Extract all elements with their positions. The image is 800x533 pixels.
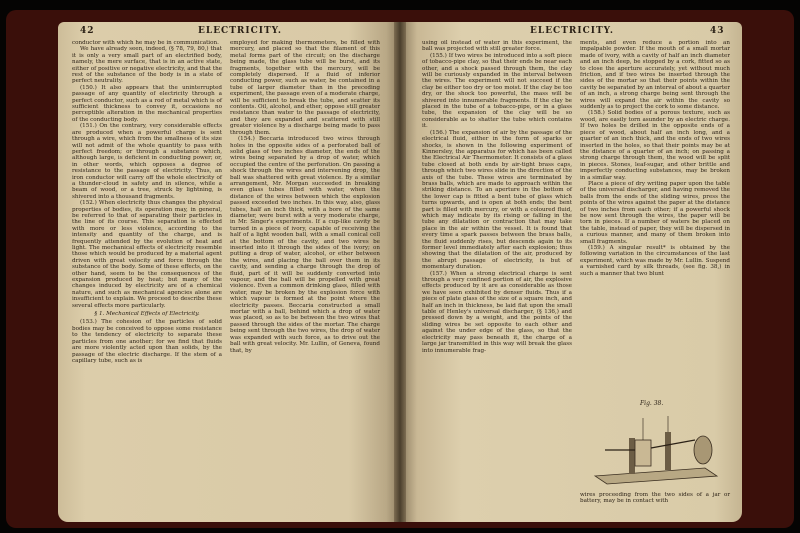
figure-caption: Fig. 38. (640, 400, 664, 407)
paragraph: ments, and even reduce a portion into an impalpable powder. If the mouth of a small mortar made of ivory, with a cavity of half an inch diameter and an inch deep, be stopped by a cork, fitted so as to close the aperture accurately, yet without much friction, and if two wires be inserted through the sides of the mortar so that their points within the cavity be separated by an interval of about a quarter of an inch, a strong charge being sent through the wires will expand the air within the cavity so suddenly as to project the cork to some distance. (580, 40, 730, 111)
paragraph: (151.) On the contrary, very considerable effects are produced when a powerful charge is sent through a wire, which from the smallness of its size will not admit of the whole quantity to pass with perfect freedom; or through a substance which, although large, is deficient in conducting power; or, in other words, which opposes a degree of resistance to the passage of electricity. Thus, an iron conductor will carry off the whole electricity of a thunder-cloud in safety and in silence, while a beam of wood, or a tree, struck by lightning, is shivered into a thousand fragments. (72, 123, 222, 200)
right-column-1 (422, 40, 572, 354)
paragraph: employed for making thermometers, be filled with mercury, and placed so that the filament of this metal forms part of the circuit; on the discharge being made, the glass tube will be burst, and its fragments, together with the mercury, will be completely dispersed. If a fluid of inferior conducting power, such as water, be contained in a tube of larger diameter than in the preceding experiment, the passage even of a moderate charge, will be sufficient to break the tube, and scatter its contents. Oil, alcohol, and ether, oppose still greater resistance than water to the passage of electricity, and they are expanded and scattered with still greater violence by a discharge being made to pass through them. (230, 40, 380, 136)
right-column-2 (580, 40, 730, 395)
paragraph: (153.) The cohesion of the particles of solid bodies may be conceived to oppose some resistance to the tendency of electricity to separate these particles from one another; for we find that fluids are more violently acted upon than solids, by the passage of the electric discharge. If the stem of a capillary tube, such as is (72, 319, 222, 364)
section-heading: § 1. Mechanical Effects of Electricity. (94, 311, 200, 318)
paragraph: (154.) Beccaria introduced two wires through holes in the opposite sides of a perforated ball of solid glass of two inches diameter, the ends of the wires being separated by a drop of water, which occupied the centre of the perforation. On passing a shock through the wires and intervening drop, the ball was shattered with great violence. By a similar arrangement, Mr. Morgan succeeded in breaking even glass tubes filled with water, when the distance of the wires between which the explosion passed exceeded two inches. In this way, also, glass tubes, half an inch thick, with a bore of the same diameter, were burst with a very moderate charge, in Mr. Singer's experiments. If a cup-like cavity be turned in a piece of ivory, capable of receiving the half of a light wooden ball, with a small conical cell at the bottom of the cavity, and two wires be inserted into it through the sides of the ivory; on putting a drop of water, alcohol, or ether between the wires, and placing the ball over them in its cavity, and sending a charge through the drop of fluid, part of it will be suddenly converted into vapour, and the ball will be propelled with great violence. Even a common drinking glass, filled with water, may be broken by the explosion force with which vapour is formed at the point where the electricity passes. Beccaria constructed a small mortar with a ball, behind which a drop of water was placed, so as to be between the two wires that passed through the sides of the mortar. The charge being sent through the two wires, the drop of water was expanded with such force, as to drive out the ball with great velocity. Mr. Lullin, of Geneva, found that, by (230, 136, 380, 354)
paragraph: conductor with which he may be in communication. (72, 40, 219, 46)
running-head-right: ELECTRICITY. (530, 26, 615, 36)
paragraph: We have already seen, indeed, (§ 78, 79, 80,) that it is only a very small part of an electrified body, namely, the mere surface, that is in an active state, either of positive or negative electricity, and that the rest of the substance of the body is in a state of perfect neutrality. (72, 46, 222, 85)
left-column-1 (72, 40, 222, 364)
right-column-2-continued (580, 492, 730, 505)
paragraph: (152.) When electricity thus changes the physical properties of bodies, its operation may, in general, be referred to that of separating their particles in the line of its course. This separation is effected with more or less violence, according to the intensity and quantity of the charge, and is frequently attended by the evolution of heat and light. The mechanical effects of electricity resemble those which would be produced by a material agent driven with great velocity and force through the substance of the body. Some of these effects, on the other hand, seem to be the consequences of the expansion produced by heat; but many of the changes induced by electricity are of a chemical nature, and such as mechanical agencies alone are insufficient to explain. We proceed to describe these several effects more particularly. (72, 200, 222, 309)
right-page (400, 22, 742, 522)
page-number-left: 42 (80, 26, 95, 36)
book-gutter (394, 22, 406, 522)
paragraph: (157.) When a strong electrical charge is sent through a very confined portion of air, the explosive effects produced by it are as considerable as those we have seen exhibited by denser fluids. Thus if a piece of plate glass of the size of a square inch, and half an inch in thickness, be laid flat upon the small table of Henley's universal discharger, (§ 136,) and pressed down by a weight, and the points of the sliding wires be set opposite to each other and against the under edge of the glass, so that the electricity may pass beneath it, the charge of a large jar transmitted in this way will break the glass into innumerable frag- (422, 270, 572, 354)
page-number-right: 43 (710, 26, 725, 36)
paragraph: (155.) If two wires be introduced into a soft piece of tobacco-pipe clay, so that their ends be near each other, and a shock passed through them, the clay will be curiously expanded in the interval between the wires. The experiment will not succeed if the clay be either too dry or too moist. If the clay be too dry, or the shock too powerful, the mass will be shivered into innumerable fragments. If the clay be placed in the tube of a tobacco-pipe, or in a glass tube, the expansion of the clay will be so considerable as to shatter the tube which contains it. (422, 52, 572, 130)
paragraph: (150.) It also appears that the uninterrupted passage of any quantity of electricity through a perfect conductor, such as a rod of metal which is of sufficient thickness to convey it, occasions no perceptible alteration in the mechanical properties of the conducting body. (72, 84, 222, 123)
paragraph: Place a piece of dry writing paper upon the table of the universal discharger, and having removed the balls from the ends of the sliding wires, press the points of the wires against the paper at the distance of two inches from each other; if a powerful shock be now sent through the wires, the paper will be torn in pieces. If a number of waters be placed on the table, instead of paper, they will be dispersed in a curious manner, and many of them broken into small fragments. (580, 180, 730, 245)
left-column-2 (230, 40, 380, 354)
paragraph: wires proceeding from the two sides of a jar or battery, may be in contact with (580, 492, 730, 505)
paragraph: using oil instead of water in this experiment, the ball was projected with still greater force. (422, 40, 572, 53)
discharger-illustration (585, 410, 725, 488)
left-page (58, 22, 400, 522)
paragraph: (158.) Solid bodies of a porous texture, such as wood, are easily torn asunder by an electric charge. If two holes be drilled in the opposite ends of a piece of wood, about half an inch long, and a quarter of an inch thick, and the ends of two wires inserted in the holes, so that their points may be at the distance of a quarter of an inch; on passing a strong charge through them, the wood will be split in pieces. Stones, leaf-sugar, and other brittle and imperfectly conducting substances, may be broken in a similar way. (580, 110, 730, 181)
paragraph: (156.) The expansion of air by the passage of the electrical fluid, either in the form of sparks or shocks, is shown in the following experiment of Kinnersley, the apparatus for which has been called the Electrical Air Thermometer. It consists of a glass tube closed at both ends by air-tight brass caps, through which two wires slide in the direction of the axis of the tube. These wires are terminated by brass balls, which are made to approach within the striking distance. To an aperture in the bottom of the lower cap is fitted a bent tube of glass which turns upwards, and is open at both ends; the bent part is filled with mercury, or with a coloured fluid, which may indicate by its rising or falling in the tube any dilatation or contraction that may take place in the air within the vessel. It is found that every time a spark passes between the brass balls, the fluid suddenly rises, but descends again to its former level immediately after each explosion; thus showing that the dilatation of the air, produced by the abrupt passage of electricity, is but of momentary duration. (422, 129, 572, 271)
paragraph: (159.) A singular result* is obtained by the following variation in the circumstances of the last experiment, which was made by Mr. Lullin. Suspend a varnished card by silk threads, (see fig. 38,) in such a manner that two blunt (580, 245, 730, 277)
running-head-left: ELECTRICITY. (198, 26, 283, 36)
